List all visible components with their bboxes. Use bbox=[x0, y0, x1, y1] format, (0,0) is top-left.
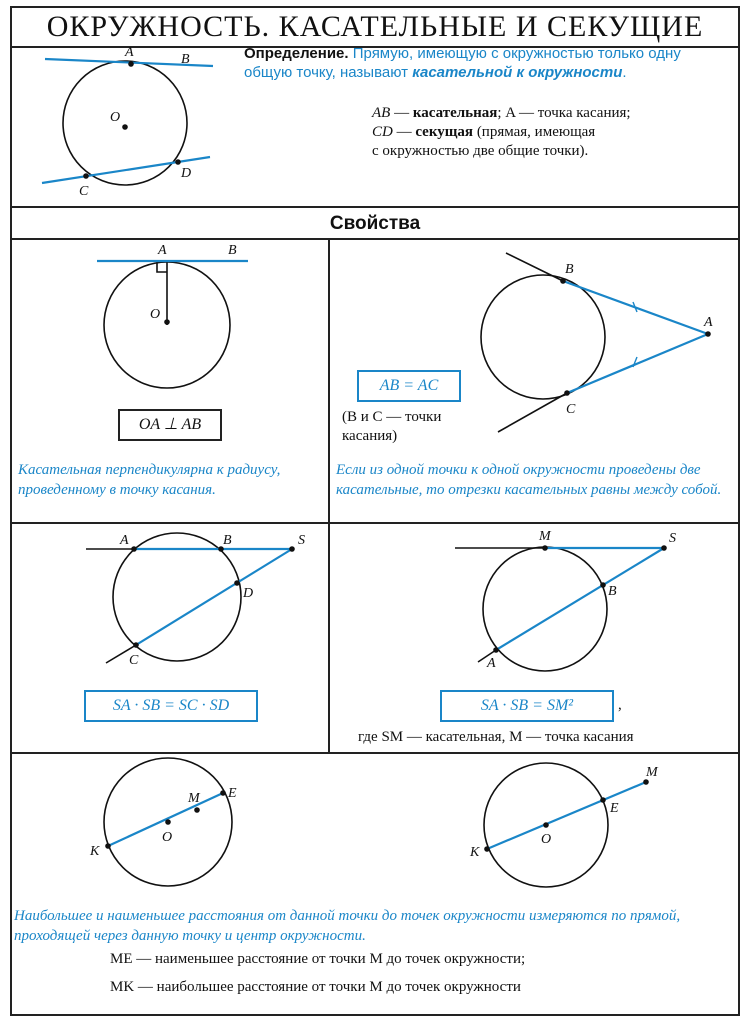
label-o: O bbox=[162, 830, 173, 845]
point bbox=[600, 582, 606, 588]
label-b: B bbox=[565, 262, 574, 277]
label-s: S bbox=[298, 533, 305, 548]
properties-title: Свойства bbox=[329, 213, 421, 234]
label-o: O bbox=[541, 832, 552, 847]
right-angle-mark bbox=[157, 262, 167, 272]
formula-comma: , bbox=[618, 697, 622, 713]
point bbox=[220, 790, 226, 796]
label-m: M bbox=[188, 791, 200, 806]
label-k: K bbox=[470, 845, 480, 860]
point bbox=[484, 846, 490, 852]
point bbox=[122, 124, 128, 130]
point bbox=[234, 580, 240, 586]
label-m: M bbox=[646, 765, 658, 780]
point bbox=[661, 545, 667, 551]
note-touch-points: (B и C — точки касания) bbox=[342, 409, 442, 444]
label-a: A bbox=[487, 656, 496, 671]
secant-line3: с окружностью две общие точки). bbox=[372, 143, 589, 159]
var-ab: AB bbox=[372, 105, 391, 121]
label-c: C bbox=[129, 653, 139, 668]
formula-secant-tangent: SA · SB = SM² bbox=[440, 690, 614, 722]
tangent-ac-fig2 bbox=[567, 334, 708, 393]
tangent-word: касательная bbox=[412, 105, 498, 121]
label-e: E bbox=[228, 786, 237, 801]
dash: — bbox=[390, 105, 413, 121]
tangent-ext-b bbox=[506, 253, 563, 281]
label-a: A bbox=[158, 243, 167, 258]
secant-word: секущая bbox=[415, 124, 474, 140]
definition-end: . bbox=[622, 64, 627, 81]
line-mk: MK — наибольшее расстояние от точки M до точек окружности bbox=[110, 979, 521, 995]
label-a: A bbox=[704, 315, 713, 330]
point bbox=[643, 779, 649, 785]
label-d: D bbox=[243, 586, 254, 601]
circle-definition bbox=[63, 61, 187, 185]
definition-text: Прямую, имеющую с окружностью только одну общую точку, называют bbox=[244, 45, 681, 81]
point bbox=[542, 545, 548, 551]
point bbox=[705, 331, 711, 337]
label-a: A bbox=[120, 533, 129, 548]
circle-fig3 bbox=[113, 533, 241, 661]
label-m: M bbox=[539, 529, 551, 544]
circle-fig2 bbox=[481, 275, 605, 399]
label-b: B bbox=[228, 243, 237, 258]
line-me: ME — наименьшее расстояние от точки M до точек окружности; bbox=[110, 951, 526, 967]
point bbox=[128, 61, 134, 67]
label-c: C bbox=[79, 184, 89, 199]
point bbox=[560, 278, 566, 284]
point bbox=[543, 822, 549, 828]
caption-distances: Наибольшее и наименьшее расстояния от данной точки до точек окружности измеряются по прямой, проходящей через данную точку и центр окружности. bbox=[14, 908, 681, 944]
point bbox=[131, 546, 137, 552]
secant-sc bbox=[136, 549, 292, 645]
line-km-fig6 bbox=[487, 782, 646, 849]
label-a: A bbox=[125, 45, 134, 60]
label-b: B bbox=[223, 533, 232, 548]
definition-label: Определение. bbox=[244, 45, 349, 62]
circle-fig4 bbox=[483, 547, 607, 671]
secant-sa-fig4 bbox=[496, 548, 664, 650]
label-o: O bbox=[110, 110, 121, 125]
label-b: B bbox=[181, 52, 190, 67]
point bbox=[175, 159, 181, 165]
label-d: D bbox=[181, 166, 192, 181]
point bbox=[165, 819, 171, 825]
formula-oa-perp-ab: OA ⊥ AB bbox=[118, 409, 222, 441]
point bbox=[133, 642, 139, 648]
label-e: E bbox=[610, 801, 619, 816]
page-title: ОКРУЖНОСТЬ. КАСАТЕЛЬНЫЕ И СЕКУЩИЕ bbox=[12, 8, 738, 48]
formula-secant-secant: SA · SB = SC · SD bbox=[84, 690, 258, 722]
dash: — bbox=[392, 124, 416, 140]
label-c: C bbox=[566, 402, 576, 417]
var-cd: CD bbox=[372, 124, 393, 140]
formula-ab-eq-ac: AB = AC bbox=[357, 370, 461, 402]
label-o: O bbox=[150, 307, 161, 322]
definition-term: касательной к окружности bbox=[412, 64, 623, 81]
point bbox=[194, 807, 200, 813]
label-s: S bbox=[669, 531, 676, 546]
note-sm-tangent: где SM — касательная, M — точка касания bbox=[358, 729, 634, 745]
point bbox=[493, 647, 499, 653]
point bbox=[83, 173, 89, 179]
point bbox=[105, 843, 111, 849]
label-b: B bbox=[608, 584, 617, 599]
point bbox=[564, 390, 570, 396]
point bbox=[164, 319, 170, 325]
point bbox=[600, 797, 606, 803]
tangent-rest: ; A — точка касания; bbox=[497, 105, 631, 121]
label-k: K bbox=[90, 844, 100, 859]
caption-equal-tangents: Если из одной точки к одной окружности проведены две касательные, то отрезки касательных равны между собой. bbox=[336, 462, 722, 498]
secant-rest: (прямая, имеющая bbox=[473, 124, 596, 140]
caption-tangent-perpendicular: Касательная перпендикулярна к радиусу, проведенному в точку касания. bbox=[18, 462, 281, 498]
point bbox=[289, 546, 295, 552]
